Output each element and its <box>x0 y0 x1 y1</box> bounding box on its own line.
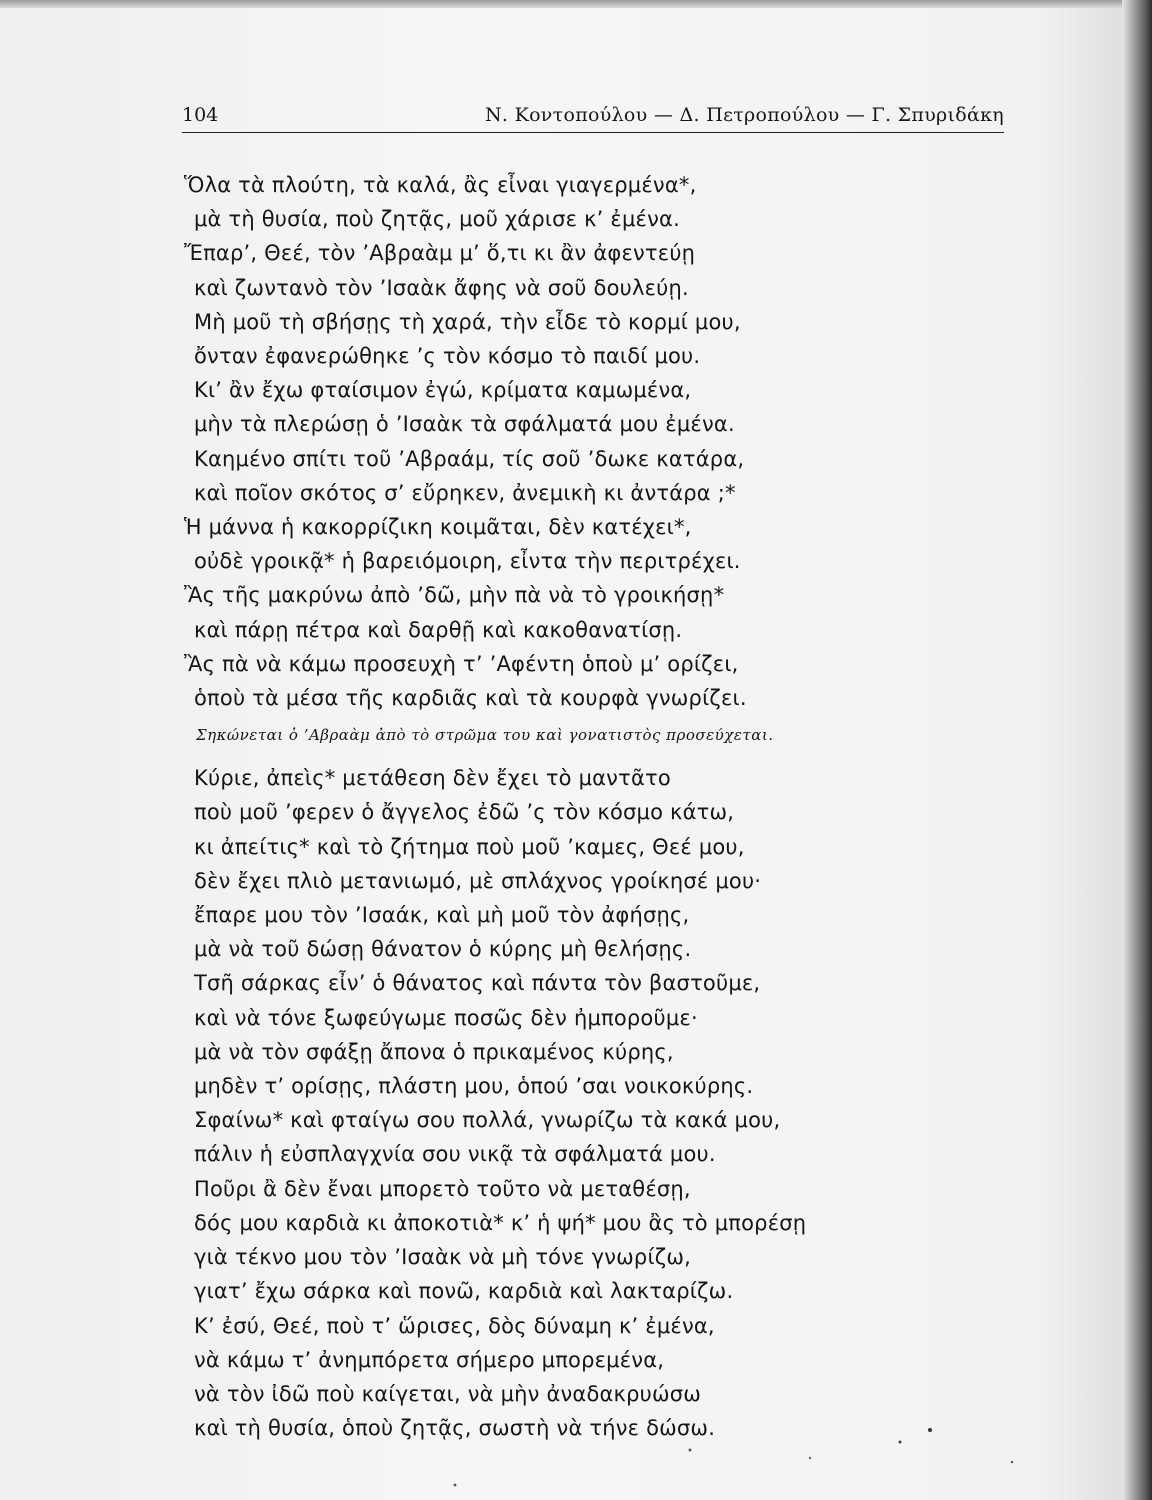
verse-line: ἔπαρε μου τὸν ’Ισαάκ, καὶ μὴ μοῦ τὸν ἀφήσῃς, <box>194 903 690 928</box>
verse-line: δὲν ἔχει πλιὸ μετανιωμό, μὲ σπλάχνος γροίκησέ μου· <box>194 868 762 893</box>
speck <box>454 1484 457 1487</box>
verse-line: μηδὲν τ’ ορίσῃς, πλάστη μου, ὁπού ’σαι νοικοκύρης. <box>194 1074 754 1099</box>
verse-line: Ἡ μάννα ἡ κακορρίζικη κοιμᾶται, δὲν κατέχει*, <box>184 515 692 540</box>
speck <box>928 1428 932 1432</box>
verse-line: νὰ τὸν ἰδῶ ποὺ καίγεται, νὰ μὴν ἀναδακρυώσω <box>194 1381 702 1406</box>
verse-line: καὶ πάρῃ πέτρα καὶ δαρθῇ καὶ κακοθανατίσῃ. <box>194 617 683 642</box>
verse-line: Κύριε, ἀπεὶς* μετάθεση δὲν ἔχει τὸ μαντᾶτο <box>194 766 671 791</box>
verse-line: μὰ νὰ τοῦ δώσῃ θάνατον ὁ κύρης μὴ θελήσῃς. <box>194 937 692 962</box>
verse-line: ποὺ μοῦ ’φερεν ὁ ἄγγελος ἐδῶ ’ς τὸν κόσμο κάτω, <box>194 800 735 825</box>
verse-line: Ὅλα τὰ πλούτη, τὰ καλά, ἂς εἶναι γιαγερμένα*, <box>184 173 697 197</box>
verse-line: Ἔπαρ’, Θεέ, τὸν ’Αβραὰμ μ’ ὅ,τι κι ἂν ἀφεντεύῃ <box>184 241 696 266</box>
speck <box>689 1449 692 1452</box>
speck <box>809 1457 811 1459</box>
stage-direction: Σηκώνεται ὁ ’Αβραὰμ ἀπὸ τὸ στρῶμα του καὶ γονατιστὸς προσεύχεται. <box>196 726 774 745</box>
verse-line: κι ἀπείτις* καὶ τὸ ζήτημα ποὺ μοῦ ’καμες, Θεέ μου, <box>194 834 745 859</box>
speck <box>1011 1461 1013 1463</box>
page-number: 104 <box>182 104 219 126</box>
verse-line: πάλιν ἡ εὐσπλαγχνία σου νικᾷ τὰ σφάλματά μου. <box>194 1142 716 1167</box>
scan-top-edge <box>0 0 1152 8</box>
verse-line: Καημένο σπίτι τοῦ ’Αβραάμ, τίς σοῦ ’δωκε κατάρα, <box>194 446 745 471</box>
verse-line: μὴν τὰ πλερώσῃ ὁ ’Ισαὰκ τὰ σφάλματά μου ἐμένα. <box>194 412 735 437</box>
verse-line: νὰ κάμω τ’ ἀνημπόρετα σήμερο μπορεμένα, <box>194 1347 665 1372</box>
verse-line: μὰ νὰ τὸν σφάξῃ ἄπονα ὁ πρικαμένος κύρης, <box>194 1039 674 1064</box>
poem-text <box>184 168 914 1445</box>
verse-line: Ἂς τῆς μακρύνω ἀπὸ ’δῶ, μὴν πὰ νὰ τὸ γροικήσῃ* <box>184 583 725 608</box>
verse-line: Μὴ μοῦ τὴ σβήσῃς τὴ χαρά, τὴν εἶδε τὸ κορμί μου, <box>194 309 741 334</box>
verse-line: Ποῦρι ἂ δὲν ἔναι μπορετὸ τοῦτο νὰ μεταθέσῃ, <box>194 1176 691 1201</box>
verse-line: μὰ τὴ θυσία, ποὺ ζητᾷς, μοῦ χάρισε κ’ ἐμένα. <box>194 207 680 232</box>
verse-line: Ἂς πὰ νὰ κάμω προσευχὴ τ’ ’Αφέντη ὁποὺ μ’ ορίζει, <box>184 651 739 676</box>
verse-line: γιατ’ ἔχω σάρκα καὶ πονῶ, καρδιὰ καὶ λακταρίζω. <box>194 1279 734 1304</box>
verse-line: Κ’ ἐσύ, Θεέ, ποὺ τ’ ὥρισες, δὸς δύναμη κ’ ἐμένα, <box>194 1313 715 1338</box>
verse-line: γιὰ τέκνο μου τὸν ’Ισαὰκ νὰ μὴ τόνε γνωρίζω, <box>194 1245 692 1270</box>
scan-binding-shadow <box>1122 0 1152 1500</box>
verse-line: Κι’ ἂν ἔχω φταίσιμον ἐγώ, κρίματα καμωμένα, <box>194 378 692 403</box>
verse-line: ὄνταν ἐφανερώθηκε ’ς τὸν κόσμο τὸ παιδί μου. <box>194 344 701 369</box>
verse-line: καὶ νὰ τόνε ξωφεύγωμε ποσῶς δὲν ἠμποροῦμε· <box>194 1005 698 1030</box>
verse-line: Σφαίνω* καὶ φταίγω σου πολλά, γνωρίζω τὰ κακά μου, <box>194 1108 781 1133</box>
running-title: Ν. Κοντοπούλου — Δ. Πετροπούλου — Γ. Σπυριδάκη <box>484 104 1004 126</box>
verse-line: Τσῆ σάρκας εἶν’ ὁ θάνατος καὶ πάντα τὸν βαστοῦμε, <box>194 971 761 996</box>
verse-line: καὶ τὴ θυσία, ὁποὺ ζητᾷς, σωστὴ νὰ τήνε δώσω. <box>194 1416 716 1441</box>
page-header <box>182 100 1004 133</box>
verse-line: οὐδὲ γροικᾷ* ἡ βαρειόμοιρη, εἶντα τὴν περιτρέχει. <box>194 549 741 574</box>
verse-line: καὶ ζωντανὸ τὸν ’Ισαὰκ ἄφης νὰ σοῦ δουλεύῃ. <box>194 275 689 300</box>
verse-line: καὶ ποῖον σκότος σ’ εὔρηκεν, ἀνεμικὴ κι ἀντάρα ;* <box>194 480 736 505</box>
verse-line: δός μου καρδιὰ κι ἀποκοτιὰ* κ’ ἡ ψή* μου ἂς τὸ μπορέσῃ <box>194 1210 807 1235</box>
verse-line: ὁποὺ τὰ μέσα τῆς καρδιᾶς καὶ τὰ κουρφὰ γνωρίζει. <box>194 686 747 711</box>
